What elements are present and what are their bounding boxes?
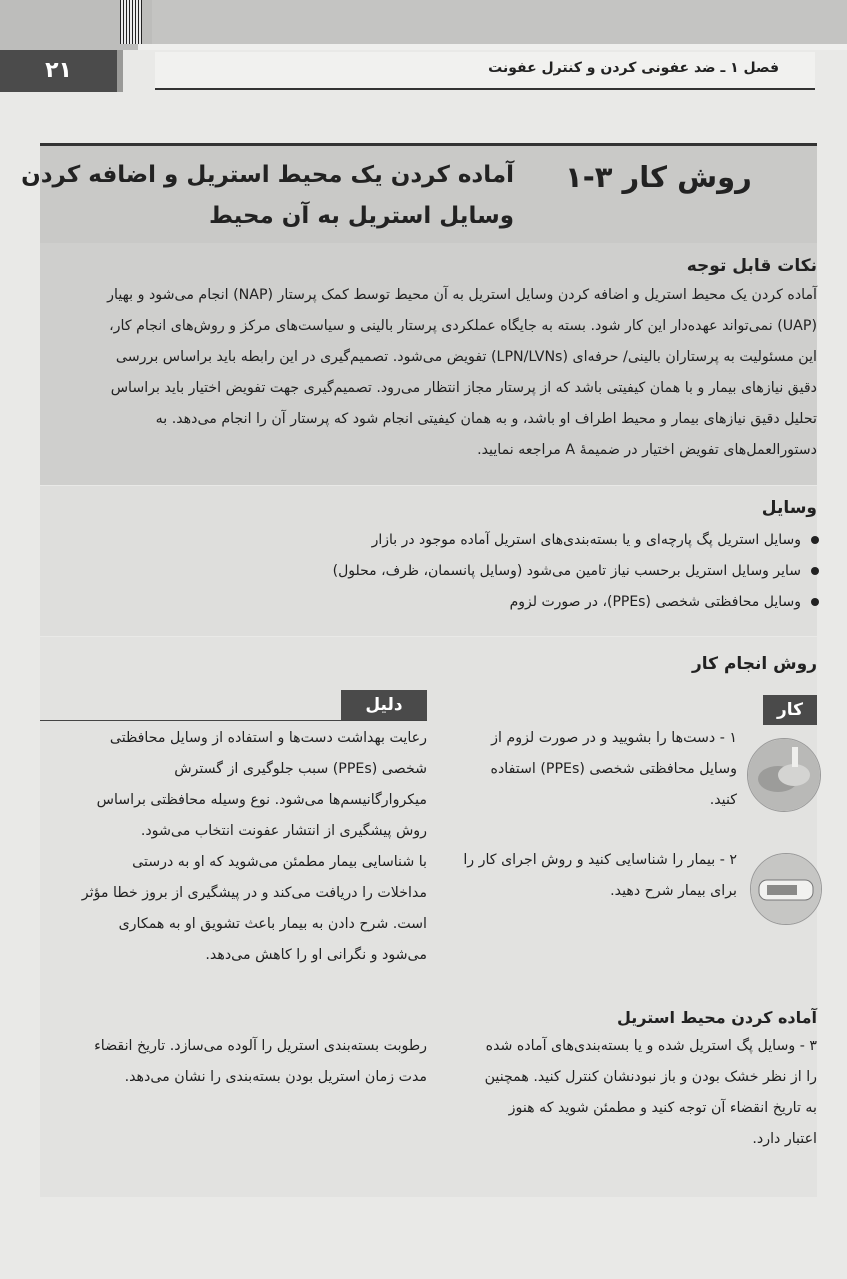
bullet-icon — [811, 536, 819, 544]
procedure-title-line-2: وسایل استریل به آن محیط — [208, 203, 514, 229]
step-3-line: اعتبار دارد. — [752, 1131, 817, 1147]
notes-line: این مسئولیت به پرستاران بالینی/ حرفه‌ای (LPN/LVNs) تفویض می‌شود. تصمیم‌گیری در این رابطه باید براساس بررسی — [115, 349, 817, 365]
reason-1-line: شخصی (PPEs) سبب جلوگیری از گسترش — [174, 761, 427, 777]
chapter-title: فصل ۱ ـ ضد عفونی کردن و کنترل عفونت — [488, 60, 779, 76]
chapter-header — [155, 52, 815, 90]
top-band-light — [152, 0, 847, 50]
notes-heading: نکات قابل توجه — [686, 256, 817, 276]
procedure-number: روش کار ۳-۱ — [565, 160, 752, 194]
equipment-item-text: وسایل استریل پگ پارچه‌ای و یا بسته‌بندی‌های استریل آماده موجود در بازار — [371, 532, 801, 548]
sterile-field-subheading: آماده کردن محیط استریل — [617, 1008, 817, 1027]
step-1-line: وسایل محافظتی شخصی (PPEs) استفاده — [490, 761, 737, 777]
reason-3-line: رطوبت بسته‌بندی استریل را آلوده می‌سازد. تاریخ انقضاء — [94, 1038, 427, 1054]
notes-line: (UAP) نمی‌تواند عهده‌دار این کار شود. بسته به جایگاه عملکردی پرستار بالینی و سیاست‌های مرکز و روش‌های انجام کار، — [109, 318, 817, 334]
patient-wristband-photo — [750, 853, 822, 925]
reason-2-line: است. شرح دادن به بیمار باعث تشویق او به همکاری — [118, 916, 427, 932]
bullet-icon — [811, 567, 819, 575]
reason-1-line: میکروارگانیسم‌ها می‌شود. نوع وسیله محافظتی براساس — [96, 792, 427, 808]
step-1-line: کنید. — [709, 792, 737, 808]
thumb-index-marks — [120, 0, 142, 44]
procedure-title-line-1: آماده کردن یک محیط استریل و اضافه کردن — [21, 162, 514, 188]
reason-2-line: می‌شود و نگرانی او را کاهش می‌دهد. — [205, 947, 427, 963]
notes-line: تحلیل دقیق نیازهای بیمار و محیط اطراف او باشد، و به همان کیفیتی انجام شود که پرستار آن را انجام می‌دهد. به — [155, 411, 817, 427]
step-3-line: به تاریخ انقضاء آن توجه کنید و مطمئن شوید که هنوز — [508, 1100, 817, 1116]
equipment-section — [40, 486, 817, 636]
reason-2-line: با شناسایی بیمار مطمئن می‌شوید که او به درستی — [132, 854, 427, 870]
step-2-line: برای بیمار شرح دهید. — [610, 883, 737, 899]
reason-rule — [40, 720, 427, 721]
equipment-item — [510, 594, 819, 610]
step-2-line: ۲ - بیمار را شناسایی کنید و روش اجرای کار را — [463, 852, 737, 868]
bullet-icon — [811, 598, 819, 606]
equipment-heading: وسایل — [761, 498, 817, 518]
step-1-line: ۱ - دست‌ها را بشویید و در صورت لزوم از — [491, 730, 737, 746]
reason-1-line: روش پیشگیری از انتشار عفونت انتخاب می‌شود. — [140, 823, 427, 839]
handwashing-photo — [747, 738, 821, 812]
reason-3-line: مدت زمان استریل بودن بسته‌بندی را نشان می‌دهد. — [124, 1069, 427, 1085]
equipment-item — [372, 532, 819, 548]
method-heading: روش انجام کار — [691, 654, 817, 674]
reason-2-line: مداخلات را دریافت می‌کند و در پیشگیری از بروز خطا مؤثر — [81, 885, 427, 901]
reason-1-line: رعایت بهداشت دست‌ها و استفاده از وسایل محافظتی — [109, 730, 427, 746]
equipment-item — [333, 563, 819, 579]
notes-line: دقیق نیازهای بیمار و با همان کیفیتی باشد که از پرستار مجاز انتظار می‌رود. تصمیم‌گیری جهت تفویض اختیار باید براساس — [110, 380, 817, 396]
reason-tag: دلیل — [341, 690, 427, 720]
equipment-item-text: وسایل محافظتی شخصی (PPEs)، در صورت لزوم — [509, 594, 801, 610]
step-3-line: را از نظر خشک بودن و باز نبودنشان کنترل کنید. همچنین — [484, 1069, 817, 1085]
edge-strip — [117, 50, 123, 92]
notes-line: آماده کردن یک محیط استریل و اضافه کردن وسایل استریل به آن محیط توسط کمک پرستار (NAP) انجام می‌شود و بهیار — [107, 287, 817, 303]
page-number: ۲۱ — [0, 50, 117, 92]
notes-line: دستورالعمل‌های تفویض اختیار در ضمیمهٔ A مراجعه نمایید. — [477, 442, 817, 458]
step-3-line: ۳ - وسایل پگ استریل شده و یا بسته‌بندی‌های آماده شده — [485, 1038, 817, 1054]
procedure-title-box — [40, 143, 817, 246]
header-rule — [138, 44, 847, 50]
task-tag: کار — [763, 695, 817, 725]
equipment-item-text: سایر وسایل استریل برحسب نیاز تامین می‌شود (وسایل پانسمان، ظرف، محلول) — [332, 563, 801, 579]
